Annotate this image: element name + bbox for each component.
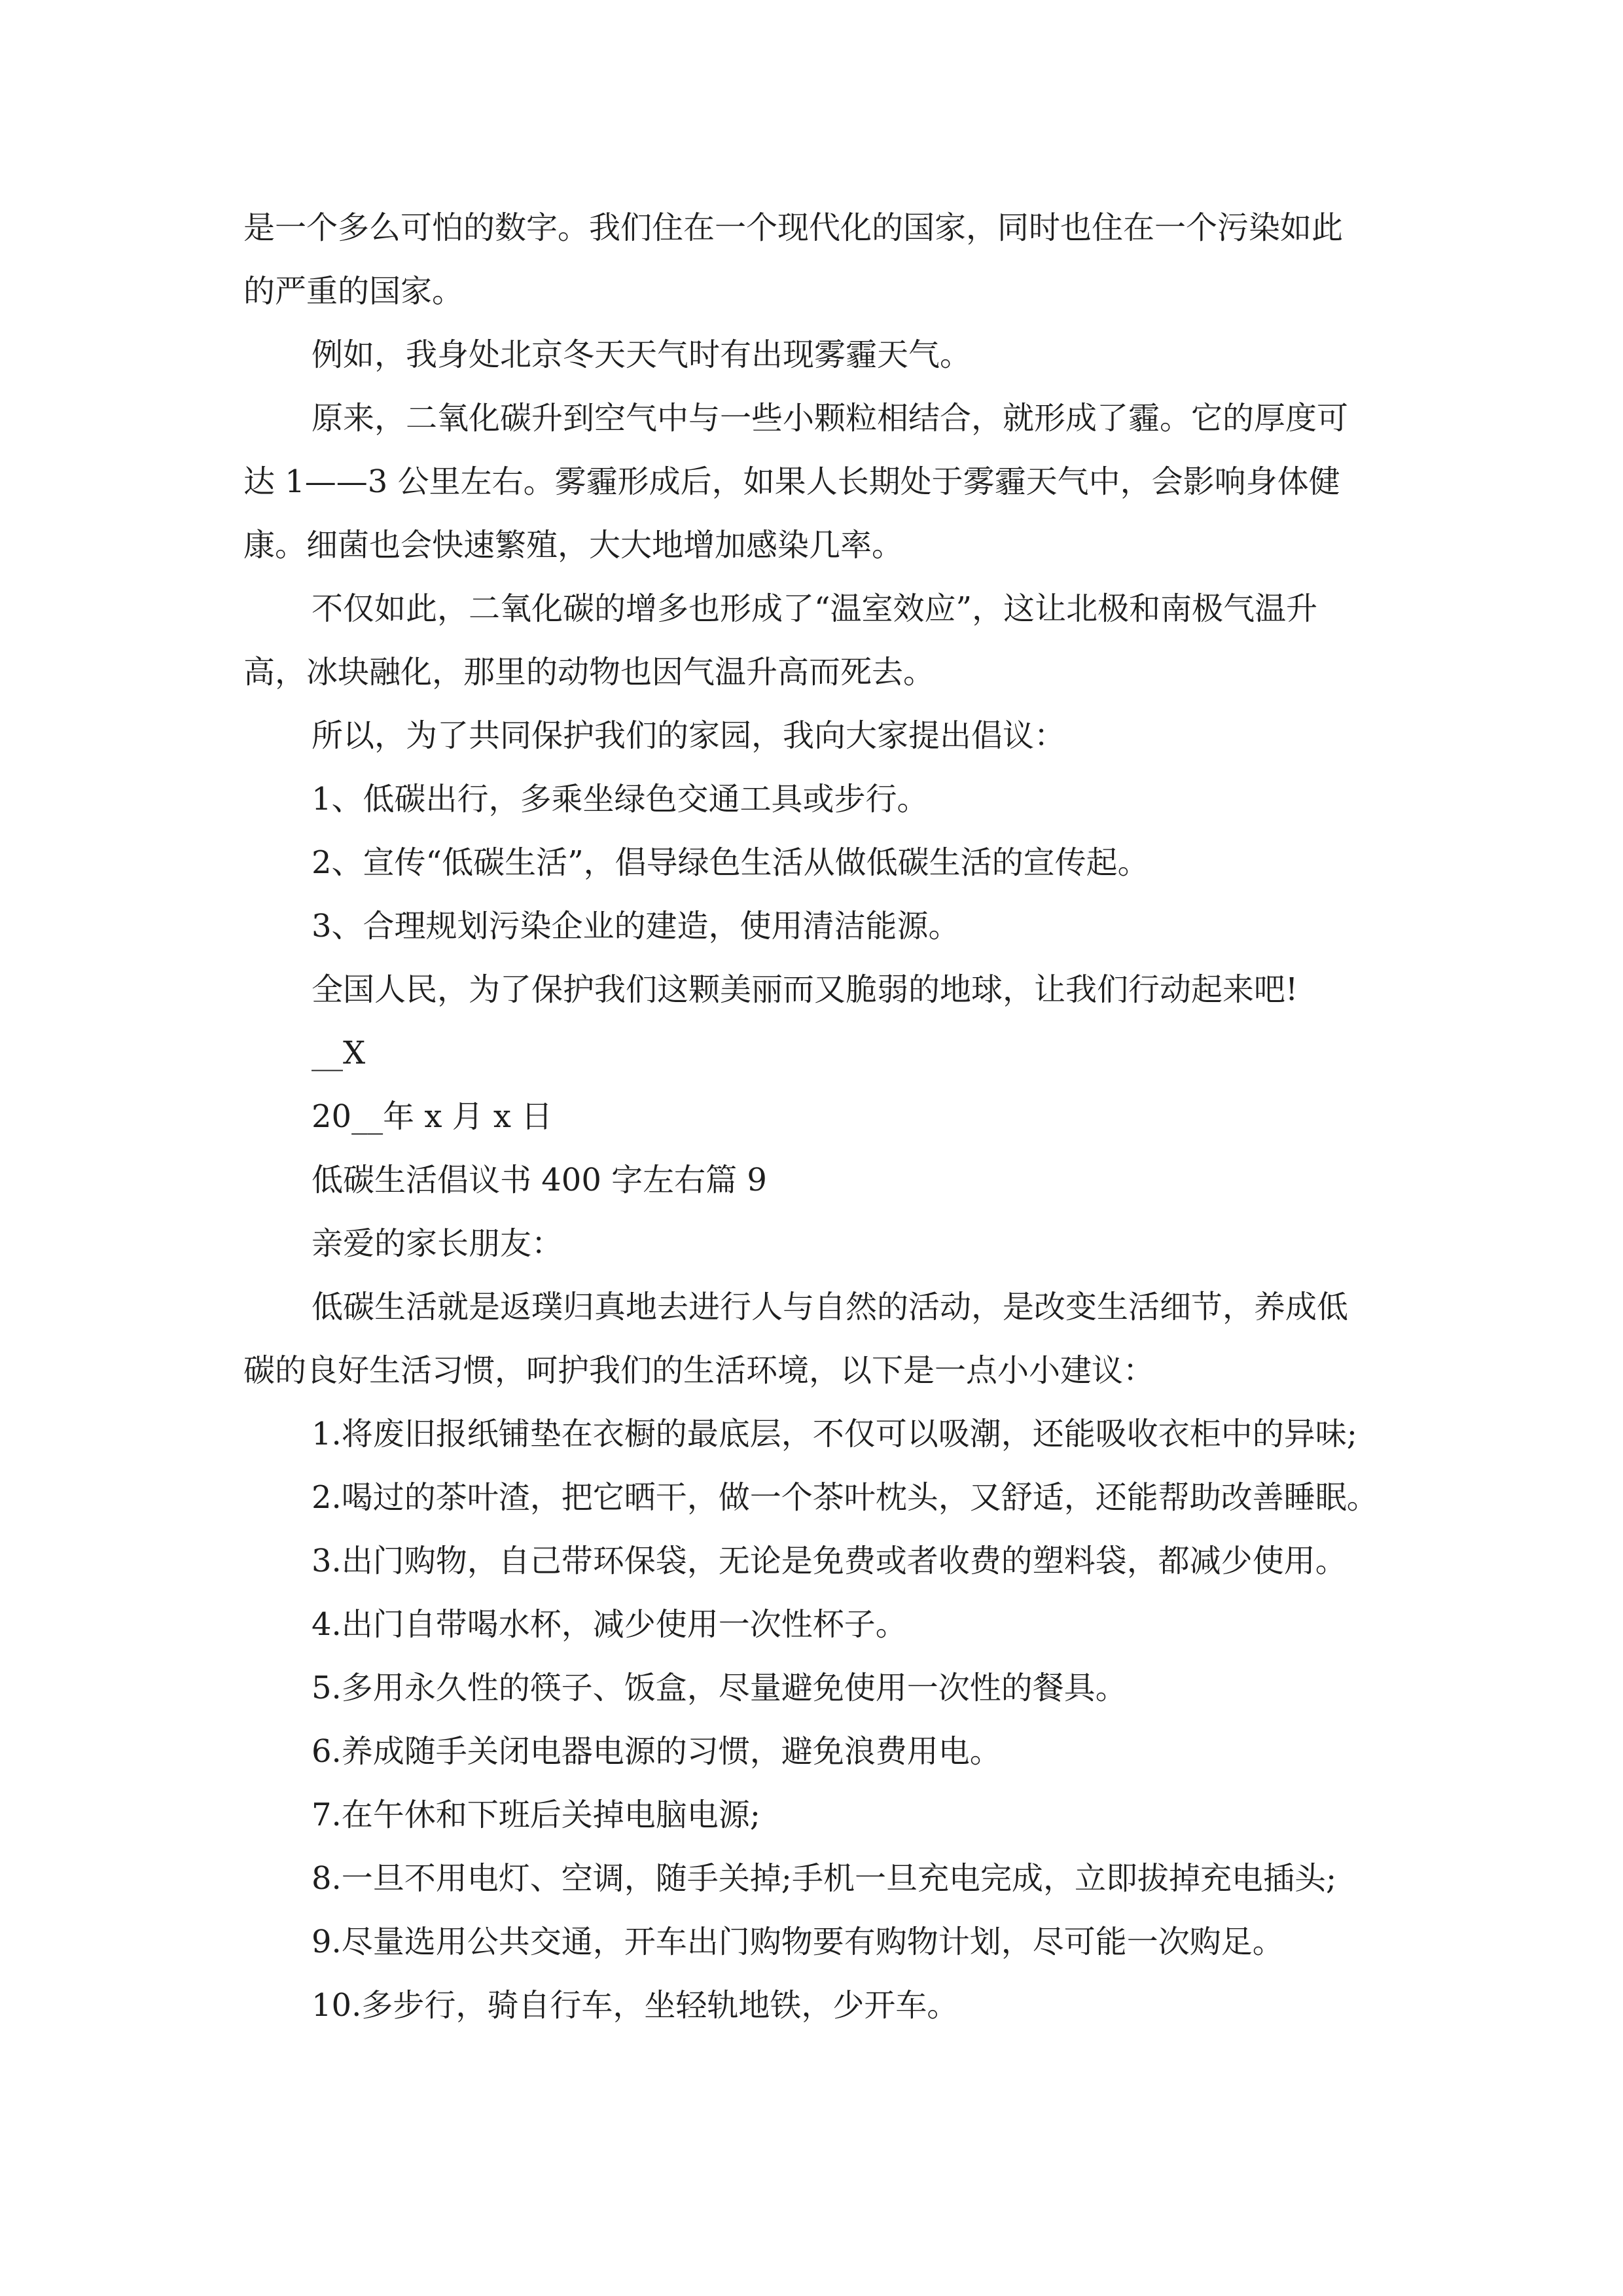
list-item: 6.养成随手关闭电器电源的习惯，避免浪费用电。	[312, 1733, 1001, 1770]
paragraph-line: 全国人民，为了保护我们这颗美丽而又脆弱的地球，让我们行动起来吧!	[312, 971, 1298, 1008]
paragraph-line: 原来，二氧化碳升到空气中与一些小颗粒相结合，就形成了霾。它的厚度可	[312, 400, 1349, 437]
paragraph-line: 是一个多么可怕的数字。我们住在一个现代化的国家，同时也住在一个污染如此	[243, 209, 1344, 246]
salutation: 亲爱的家长朋友：	[312, 1225, 563, 1262]
list-item: 2.喝过的茶叶渣，把它晒干，做一个茶叶枕头，又舒适，还能帮助改善睡眠。	[312, 1479, 1378, 1516]
document-body	[243, 196, 1395, 2037]
signature-line: __X	[312, 1035, 366, 1071]
paragraph-line: 所以，为了共同保护我们的家园，我向大家提出倡议：	[312, 717, 1066, 754]
list-item: 8.一旦不用电灯、空调，随手关掉;手机一旦充电完成，立即拔掉充电插头;	[312, 1860, 1337, 1897]
paragraph-line: 的严重的国家。	[243, 273, 464, 310]
list-item: 9.尽量选用公共交通，开车出门购物要有购物计划，尽可能一次购足。	[312, 1924, 1284, 1960]
list-item: 3.出门购物，自己带环保袋，无论是免费或者收费的塑料袋，都减少使用。	[312, 1543, 1347, 1579]
paragraph-line: 不仅如此，二氧化碳的增多也形成了“温室效应”，这让北极和南极气温升	[312, 590, 1318, 627]
paragraph-line: 康。细菌也会快速繁殖，大大地增加感染几率。	[243, 527, 904, 564]
paragraph-line: 碳的良好生活习惯，呵护我们的生活环境，以下是一点小小建议：	[243, 1352, 1155, 1389]
list-item: 7.在午休和下班后关掉电脑电源;	[312, 1797, 760, 1833]
list-item: 4.出门自带喝水杯，减少使用一次性杯子。	[312, 1606, 907, 1643]
paragraph-line: 例如，我身处北京冬天天气时有出现雾霾天气。	[312, 336, 972, 373]
list-item: 10.多步行，骑自行车，坐轻轨地铁，少开车。	[312, 1987, 959, 2024]
paragraph-line: 高，冰块融化，那里的动物也因气温升高而死去。	[243, 654, 935, 691]
list-item: 5.多用永久性的筷子、饭盒，尽量避免使用一次性的餐具。	[312, 1670, 1127, 1706]
list-item: 1.将废旧报纸铺垫在衣橱的最底层，不仅可以吸潮，还能吸收衣柜中的异味;	[312, 1416, 1357, 1452]
section-title: 低碳生活倡议书 400 字左右篇 9	[312, 1162, 767, 1198]
list-item: 1、低碳出行，多乘坐绿色交通工具或步行。	[312, 781, 929, 817]
paragraph-line: 低碳生活就是返璞归真地去进行人与自然的活动，是改变生活细节，养成低	[312, 1289, 1349, 1325]
date-line: 20__年 x 月 x 日	[312, 1098, 553, 1135]
list-item: 2、宣传“低碳生活”，倡导绿色生活从做低碳生活的宣传起。	[312, 844, 1149, 881]
list-item: 3、合理规划污染企业的建造，使用清洁能源。	[312, 908, 960, 944]
paragraph-line: 达 1——3 公里左右。雾霾形成后，如果人长期处于雾霾天气中，会影响身体健	[243, 463, 1340, 500]
